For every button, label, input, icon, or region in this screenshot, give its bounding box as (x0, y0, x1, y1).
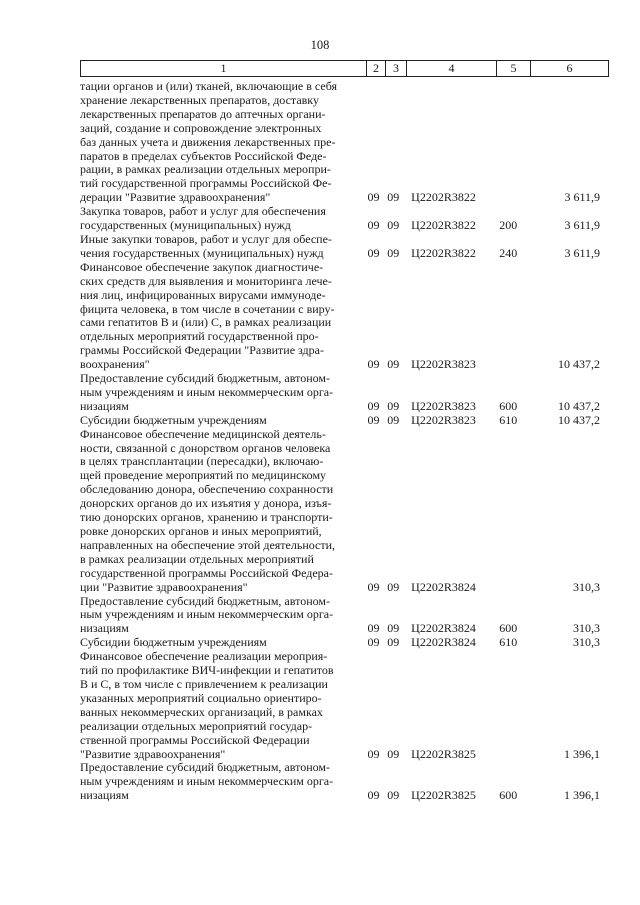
row-amount: 3 611,9 (564, 190, 601, 205)
description-line: ских средств для выявления и мониторинга лече- (80, 273, 332, 288)
description-line: Финансовое обеспечение закупок диагностиче- (80, 259, 324, 274)
row-expense-type: 600 (499, 398, 518, 413)
description-line: ровке донорских органов и иных мероприятий, (80, 524, 322, 538)
description-line: низациям (80, 621, 129, 636)
description-line: Предоставление субсидий бюджетным, автоном- (80, 593, 330, 608)
row-section: 09 (367, 357, 380, 372)
row-amount: 10 437,2 (558, 357, 601, 372)
description-line: в целях трансплантации (пересадки), включаю- (80, 454, 324, 469)
row-target-article: Ц2202R3824 (411, 579, 476, 594)
description-line: паратов в пределах субъектов Российской Феде- (80, 148, 327, 163)
row-amount: 1 396,1 (564, 788, 601, 803)
row-expense-type: 610 (499, 412, 518, 427)
row-section: 09 (367, 635, 380, 650)
header-col-2: 2 (366, 61, 385, 76)
row-description (80, 761, 364, 803)
row-description (80, 428, 364, 595)
row-expense-type: 600 (499, 621, 518, 636)
row-amount: 310,3 (573, 635, 601, 650)
table-row (80, 205, 630, 233)
description-line: обследованию донора, обеспечению сохранности (80, 482, 334, 497)
header-col-4: 4 (406, 61, 496, 76)
row-target-article: Ц2202R3823 (411, 398, 476, 413)
row-description (80, 595, 364, 637)
row-description (80, 372, 364, 414)
row-amount: 10 437,2 (558, 412, 601, 427)
description-line: баз данных учета и движения лекарственных пре- (80, 134, 336, 149)
description-line: указанных мероприятий социально ориентиро- (80, 690, 322, 705)
row-target-article: Ц2202R3824 (411, 635, 476, 650)
row-subsection: 09 (387, 218, 400, 233)
row-subsection: 09 (387, 398, 400, 413)
row-section: 09 (367, 218, 380, 233)
description-line: ванных некоммерческих организаций, в рамках (80, 704, 323, 719)
row-target-article: Ц2202R3825 (411, 788, 476, 803)
header-col-6: 6 (530, 61, 608, 76)
description-line: донорских органов до их изъятия у донора, изъя- (80, 496, 332, 511)
description-line: лекарственных препаратов до аптечных органи- (80, 106, 326, 121)
header-col-5: 5 (496, 61, 530, 76)
table-header (80, 60, 609, 77)
description-line: тий государственной программы Российской Фе- (80, 176, 332, 191)
description-line: рации, в рамках реализации отдельных меропри- (80, 162, 331, 177)
description-line: тий по профилактике ВИЧ-инфекции и гепатитов (80, 663, 334, 678)
description-line: заций, создание и сопровождение электронных (80, 120, 322, 135)
table-row (80, 233, 630, 261)
description-line: тию донорских органов, хранению и транспорти- (80, 510, 333, 525)
row-section: 09 (367, 398, 380, 413)
row-description (80, 636, 364, 650)
row-section: 09 (367, 190, 380, 205)
description-line: ным учреждениям и иным некоммерческим орга- (80, 774, 334, 789)
row-subsection: 09 (387, 621, 400, 636)
row-subsection: 09 (387, 579, 400, 594)
description-line: направленных на обеспечение этой деятельности, (80, 537, 336, 552)
description-line: ным учреждениям и иным некоммерческим орга- (80, 384, 334, 399)
row-amount: 3 611,9 (564, 245, 601, 260)
description-line: Субсидии бюджетным учреждениям (80, 412, 267, 427)
row-target-article: Ц2202R3823 (411, 412, 476, 427)
row-description (80, 80, 364, 205)
description-line: ции "Развитие здравоохранения" (80, 579, 248, 594)
row-section: 09 (367, 579, 380, 594)
table-body (80, 80, 630, 803)
description-line: граммы Российской Федерации "Развитие здра- (80, 343, 324, 358)
row-section: 09 (367, 621, 380, 636)
description-line: ным учреждениям и иным некоммерческим орга- (80, 607, 334, 622)
description-line: низациям (80, 398, 129, 413)
description-line: хранение лекарственных препаратов, доставку (80, 92, 319, 107)
description-line: Субсидии бюджетным учреждениям (80, 635, 267, 650)
row-amount: 310,3 (573, 621, 601, 636)
description-line: Предоставление субсидий бюджетным, автоном- (80, 371, 330, 386)
row-subsection: 09 (387, 412, 400, 427)
row-subsection: 09 (387, 788, 400, 803)
description-line: отдельных мероприятий государственной про- (80, 329, 319, 344)
table-row (80, 636, 630, 650)
row-expense-type: 240 (499, 245, 518, 260)
row-subsection: 09 (387, 245, 400, 260)
description-line: дерации "Развитие здравоохранения" (80, 190, 271, 205)
description-line: Финансовое обеспечение медицинской деятель- (80, 426, 326, 441)
row-target-article: Ц2202R3823 (411, 357, 476, 372)
row-description (80, 414, 364, 428)
row-expense-type: 610 (499, 635, 518, 650)
table-row (80, 261, 630, 372)
row-description (80, 233, 364, 261)
description-line: государственной программы Российской Федера- (80, 565, 333, 580)
description-line: воохранения" (80, 357, 150, 372)
row-amount: 10 437,2 (558, 398, 601, 413)
page-number: 108 (310, 38, 330, 52)
table-row (80, 761, 630, 803)
row-description (80, 205, 364, 233)
row-description (80, 261, 364, 372)
row-amount: 1 396,1 (564, 746, 601, 761)
description-line: ности, связанной с донорством органов человека (80, 440, 331, 455)
header-col-1: 1 (220, 61, 227, 75)
table-row (80, 650, 630, 761)
row-section: 09 (367, 412, 380, 427)
row-subsection: 09 (387, 190, 400, 205)
row-target-article: Ц2202R3824 (411, 621, 476, 636)
description-line: ственной программы Российской Федерации (80, 732, 310, 747)
table-row (80, 428, 630, 595)
description-line: Финансовое обеспечение реализации мероприя- (80, 649, 328, 664)
description-line: "Развитие здравоохранения" (80, 746, 226, 761)
table-row (80, 80, 630, 205)
row-expense-type: 600 (499, 788, 518, 803)
description-line: в рамках реализации отдельных мероприятий (80, 551, 314, 566)
header-col-3: 3 (385, 61, 406, 76)
description-line: Предоставление субсидий бюджетным, автоном- (80, 760, 330, 775)
description-line: ния лиц, инфицированных вирусами иммуноде- (80, 287, 326, 302)
table-row (80, 414, 630, 428)
description-line: сами гепатитов В и (или) С, в рамках реализации (80, 315, 332, 330)
row-amount: 3 611,9 (564, 218, 601, 233)
row-section: 09 (367, 788, 380, 803)
row-target-article: Ц2202R3822 (411, 245, 476, 260)
row-description (80, 650, 364, 761)
row-section: 09 (367, 746, 380, 761)
row-amount: 310,3 (573, 579, 601, 594)
description-line: чения государственных (муниципальных) нужд (80, 245, 324, 260)
description-line: низациям (80, 788, 129, 803)
table-row (80, 372, 630, 414)
description-line: Иные закупки товаров, работ и услуг для обеспе- (80, 231, 332, 246)
description-line: фицита человека, в том числе в сочетании с виру- (80, 301, 335, 316)
row-subsection: 09 (387, 635, 400, 650)
row-target-article: Ц2202R3825 (411, 746, 476, 761)
row-subsection: 09 (387, 357, 400, 372)
description-line: тации органов и (или) тканей, включающие в себя (80, 79, 338, 93)
description-line: В и С, в том числе с привлечением к реализации (80, 676, 328, 691)
description-line: реализации отдельных мероприятий государ- (80, 718, 313, 733)
row-section: 09 (367, 245, 380, 260)
description-line: государственных (муниципальных) нужд (80, 218, 291, 233)
row-target-article: Ц2202R3822 (411, 190, 476, 205)
row-subsection: 09 (387, 746, 400, 761)
row-expense-type: 200 (499, 218, 518, 233)
table-row (80, 595, 630, 637)
row-target-article: Ц2202R3822 (411, 218, 476, 233)
description-line: щей проведение мероприятий по медицинскому (80, 468, 327, 483)
description-line: Закупка товаров, работ и услуг для обеспечения (80, 204, 326, 219)
